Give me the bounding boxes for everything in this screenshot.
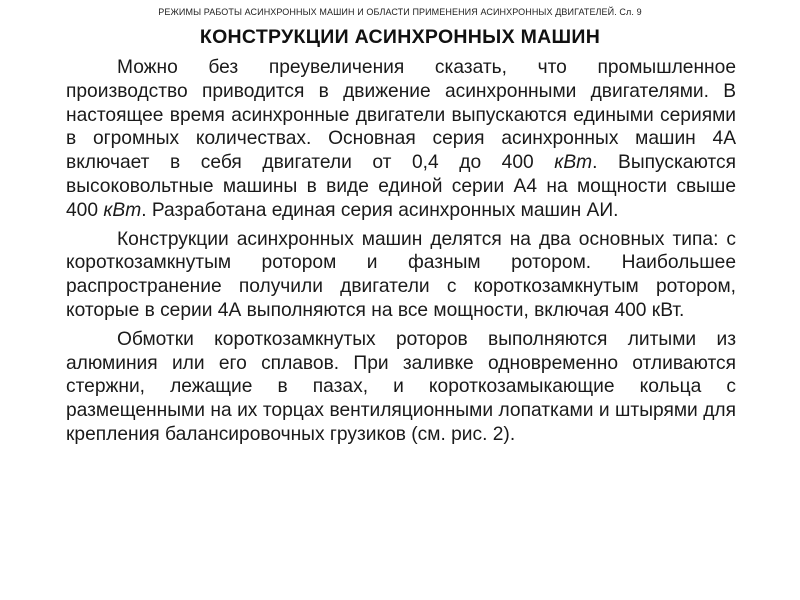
unit-kw-2: кВт [103,199,142,221]
paragraph-2: Конструкции асинхронных машин делятся на два основных типа: с короткозамкнутым ротором и фазным ротором. Наибольшее распространение получили двигатели с короткозамкнутым ротором, которые в серии 4А выполняются на все мощности, включая 400 кВт. [66,228,736,321]
page-title: КОНСТРУКЦИИ АСИНХРОННЫХ МАШИН [199,26,601,48]
paragraph-1-text-c: . Разработана единая серия асинхронных машин АИ. [141,199,619,221]
document-body [66,56,736,447]
paragraph-1-text-b: . Выпускаются высоковольтные машины в виде единой серии А4 на мощности свыше 400 [66,152,736,221]
running-header: РЕЖИМЫ РАБОТЫ АСИНХРОННЫХ МАШИН И ОБЛАСТИ ПРИМЕНЕНИЯ АСИНХРОННЫХ ДВИГАТЕЛЕЙ. Сл. 9 [158,7,642,17]
unit-kw-1: кВт [554,152,593,174]
paragraph-3: Обмотки короткозамкнутых роторов выполняются литыми из алюминия или его сплавов. При заливке одновременно отливаются стержни, лежащие в пазах, и короткозамыкающие кольца с размещенными на их торцах вентиляционными лопатками и штырями для крепления балансировочных грузиков (см. рис. 2). [66,328,736,445]
paragraph-1 [66,56,736,223]
paragraph-1-text-a: Можно без преувеличения сказать, что промышленное производство приводится в движение асинхронными двигателями. В настоящее время асинхронные двигатели выпускаются едиными сериями в огромных количествах. Основная серия асинхронных машин 4А включает в себя двигатели от 0,4 до 400 [66,57,736,174]
